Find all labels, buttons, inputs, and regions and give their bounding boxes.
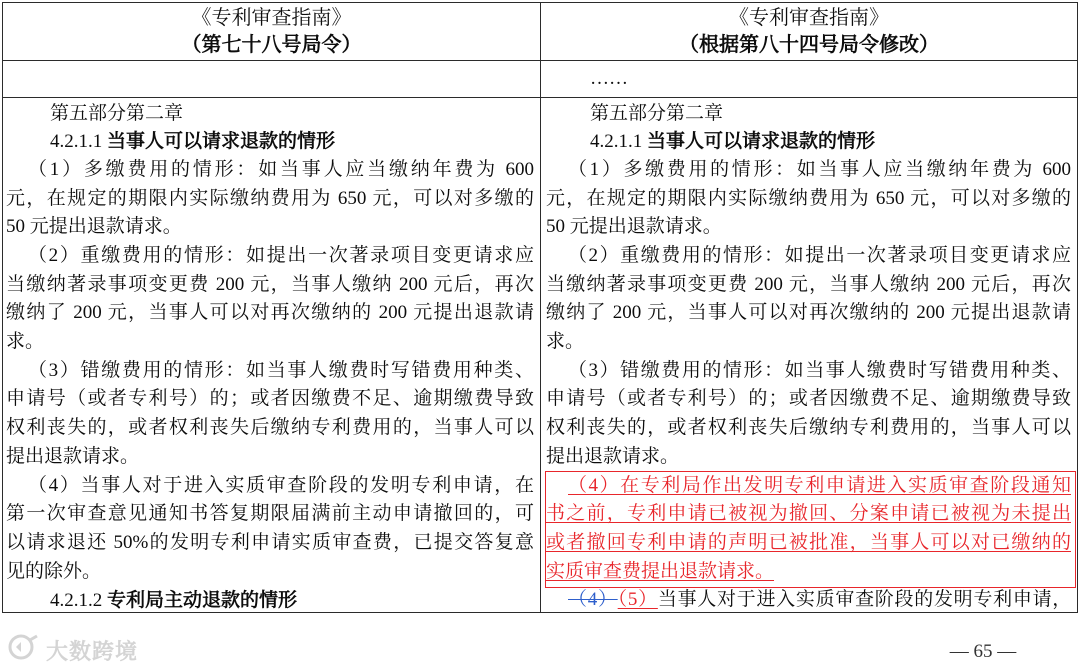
inserted-line: [546, 472, 1071, 501]
inserted-line-text: 书之前，专利申请已被视为撤回、分案申请已被视为未提出: [546, 503, 1071, 525]
header-left-subtitle: （第七十八号局令）: [181, 33, 362, 56]
paragraph-line: 以请求退还 50%的发明专利申请实质审查费，已提交答复意: [6, 531, 534, 553]
chapter-label: 第五部分第二章: [50, 101, 184, 124]
paragraph-line: （3）错缴费用的情形：如当事人缴费时写错费用种类、: [28, 359, 534, 381]
paragraph-line: 权利丧失的，或者权利丧失后缴纳专利费用的，当事人可以: [6, 417, 534, 439]
next-section-title: 专利局主动退款的情形: [107, 589, 298, 612]
paragraph-line: 求。: [546, 331, 585, 353]
inserted-line: [546, 529, 1071, 558]
paragraph-line: 元，在规定的期限内实际缴纳费用为 650 元，可以对多缴的: [6, 187, 534, 209]
paragraph-line: 当缴纳著录事项变更费 200 元，当事人缴纳 200 元后，再次: [546, 273, 1071, 295]
header-right-cell: [541, 3, 1077, 60]
paragraph-line: 元，在规定的期限内实际缴纳费用为 650 元，可以对多缴的: [546, 187, 1071, 209]
header-right-title: 《专利审查指南》: [729, 6, 889, 29]
row2-right-ellipsis: ……: [590, 68, 628, 89]
header-left-title: 《专利审查指南》: [191, 6, 352, 29]
paragraph-line: 权利丧失的，或者权利丧失后缴纳专利费用的，当事人可以: [546, 417, 1071, 439]
paragraph-line: （2）重缴费用的情形：如提出一次著录项目变更请求应: [568, 245, 1071, 267]
section-number: 4.2.1.1: [50, 131, 103, 153]
deleted-paragraph-number: （4）: [568, 589, 618, 611]
amended-paragraph-text: 当事人对于进入实质审查阶段的发明专利申请，: [657, 589, 1071, 611]
paragraph-line: （1）多缴费用的情形：如当事人应当缴纳年费为 600: [28, 158, 534, 180]
section-heading: [546, 127, 1071, 156]
paragraph-line: 缴纳了 200 元，当事人可以对再次缴纳的 200 元提出退款请: [546, 302, 1071, 324]
paragraph-line: 50 元提出退款请求。: [546, 216, 722, 238]
paragraph-line: 缴纳了 200 元，当事人可以对再次缴纳的 200 元提出退款请: [6, 302, 534, 324]
inserted-line: [546, 558, 1071, 587]
paragraph-line: 当缴纳著录事项变更费 200 元，当事人缴纳 200 元后，再次: [6, 273, 534, 295]
section-heading: [6, 127, 534, 156]
section-title: 当事人可以请求退款的情形: [647, 130, 876, 153]
right-content-cell: [541, 99, 1077, 615]
next-section-heading: [6, 586, 534, 615]
inserted-line-text: 实质审查费提出退款请求。: [546, 560, 775, 582]
inserted-line: [546, 500, 1071, 529]
section-title: 当事人可以请求退款的情形: [107, 130, 336, 153]
row2-left-cell: [3, 61, 540, 97]
inserted-paragraph: [546, 472, 1071, 587]
section-number: 4.2.1.1: [590, 131, 643, 153]
paragraph-line: （2）重缴费用的情形：如提出一次著录项目变更请求应: [28, 245, 534, 267]
paragraph-line: 见的除外。: [6, 560, 102, 582]
watermark: [6, 634, 138, 666]
watermark-text: 大数跨境: [46, 639, 139, 665]
next-section-number: 4.2.1.2: [50, 590, 103, 612]
amended-paragraph-line: [546, 586, 1071, 615]
paragraph-line: （4）当事人对于进入实质审查阶段的发明专利申请，在: [28, 474, 534, 496]
header-right-subtitle: （根据第八十四号局令修改）: [679, 33, 939, 56]
paragraph-line: 求。: [6, 331, 45, 353]
inserted-line-text: 或者撤回专利申请的声明已被批准，当事人可以对已缴纳的: [546, 531, 1071, 553]
paragraph-line: （1）多缴费用的情形：如当事人应当缴纳年费为 600: [568, 158, 1071, 180]
paragraph-line: 提出退款请求。: [546, 445, 680, 467]
paragraph-line: 申请号（或者专利号）的；或者因缴费不足、逾期缴费导致: [6, 388, 534, 410]
table-border-right: [1077, 2, 1078, 613]
paragraph-line: 50 元提出退款请求。: [6, 216, 182, 238]
paragraph-line: 第一次审查意见通知书答复期限届满前主动申请撤回的，可: [6, 503, 534, 525]
page-number: — 65 —: [949, 641, 1017, 662]
paragraph-line: 提出退款请求。: [6, 445, 140, 467]
paragraph-line: 申请号（或者专利号）的；或者因缴费不足、逾期缴费导致: [546, 388, 1071, 410]
table-border-left: [2, 2, 3, 613]
left-content-cell: [3, 99, 540, 615]
watermark-logo-icon: [6, 632, 40, 668]
inserted-paragraph-number: （5）: [617, 589, 658, 611]
paragraph-line: （3）错缴费用的情形：如当事人缴费时写错费用种类、: [568, 359, 1071, 381]
header-left-cell: [3, 3, 540, 60]
table-border-middle: [540, 2, 541, 613]
inserted-line-text: （4）在专利局作出发明专利申请进入实质审查阶段通知: [568, 474, 1071, 496]
chapter-label: 第五部分第二章: [590, 101, 724, 124]
